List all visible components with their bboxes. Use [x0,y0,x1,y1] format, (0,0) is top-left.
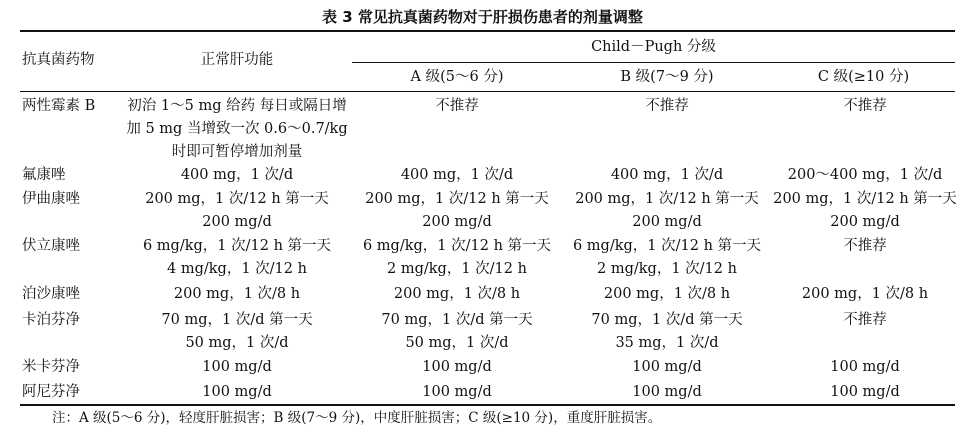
cell-drug: 伏立康唑 [22,238,80,254]
cell-line: 2 mg/kg，1 次/12 h [597,261,737,277]
cell-normal [112,95,362,164]
cell-line: 200 mg/d [202,214,272,230]
cell-drug: 阿尼芬净 [22,384,80,400]
cell-line: 200 mg/d [830,214,900,230]
cell-c [772,235,958,258]
cell-drug: 两性霉素 B [22,98,96,114]
cell-b [562,164,772,187]
cell-a [352,164,562,187]
cell-line: 4 mg/kg，1 次/12 h [167,261,307,277]
header-grade-c: C 级(≥10 分) [817,69,910,85]
cell-drug: 伊曲康唑 [22,191,80,207]
cell-normal [112,188,362,234]
cell-line: 100 mg/d [202,384,272,400]
table-title: 表 3 常见抗真菌药物对于肝损伤患者的剂量调整 [322,8,643,26]
cell-line: 100 mg/d [632,359,702,375]
cell-line: 100 mg/d [422,359,492,375]
cell-a [352,95,562,118]
cell-a [352,356,562,379]
cell-a [352,283,562,306]
cell-b [562,95,772,118]
cell-c [772,309,958,332]
cell-line: 200 mg，1 次/12 h 第一天 [145,191,329,207]
cell-normal [112,381,362,404]
cell-line: 加 5 mg 当增致一次 0.6～0.7/kg [126,121,348,137]
cell-c [772,283,958,306]
cell-line: 200 mg/d [422,214,492,230]
cell-line: 70 mg，1 次/d 第一天 [161,312,313,328]
bottom-rule [20,404,955,406]
cell-line: 400 mg，1 次/d [180,167,294,183]
cell-line: 70 mg，1 次/d 第一天 [381,312,533,328]
cell-b [562,381,772,404]
cell-line: 不推荐 [843,98,887,114]
cell-line: 35 mg，1 次/d [615,335,719,351]
cell-line: 6 mg/kg，1 次/12 h 第一天 [142,238,332,254]
cell-a [352,235,562,281]
cell-drug: 泊沙康唑 [22,286,80,302]
cell-line: 50 mg，1 次/d [405,335,509,351]
table-note: 注：A 级(5～6 分)，轻度肝脏损害；B 级(7～9 分)，中度肝脏损害；C 级(≥10 分)，重度肝脏损害。 [52,410,662,426]
cell-line: 200 mg/d [632,214,702,230]
cell-drug: 米卡芬净 [22,359,80,375]
cell-b [562,235,772,281]
cell-line: 100 mg/d [422,384,492,400]
cell-line: 400 mg，1 次/d [610,167,724,183]
cell-line: 不推荐 [843,238,887,254]
cell-c [772,188,958,234]
cell-b [562,309,772,355]
header-rule [20,91,955,92]
header-grade-a: A 级(5～6 分) [410,69,504,85]
top-rule [20,30,955,32]
cell-c [772,95,958,118]
cell-line: 100 mg/d [632,384,702,400]
cell-normal [112,356,362,379]
cell-line: 200 mg，1 次/8 h [801,286,929,302]
cell-normal [112,235,362,281]
cell-line: 6 mg/kg，1 次/12 h 第一天 [362,238,552,254]
cell-line: 200 mg，1 次/8 h [393,286,521,302]
cell-b [562,283,772,306]
cell-line: 100 mg/d [830,384,900,400]
header-child-pugh: Child－Pugh 分级 [591,39,716,55]
cell-line: 200 mg，1 次/8 h [603,286,731,302]
cell-line: 6 mg/kg，1 次/12 h 第一天 [572,238,762,254]
header-drug: 抗真菌药物 [22,52,95,68]
cell-c [772,381,958,404]
cell-line: 70 mg，1 次/d 第一天 [591,312,743,328]
cell-line: 200～400 mg，1 次/d [787,167,943,183]
cell-normal [112,283,362,306]
cell-line: 时即可暂停增加剂量 [171,144,303,160]
cell-c [772,356,958,379]
cell-line: 不推荐 [435,98,479,114]
cell-line: 200 mg，1 次/12 h 第一天 [773,191,957,207]
cell-normal [112,309,362,355]
cell-a [352,381,562,404]
cell-line: 400 mg，1 次/d [400,167,514,183]
cell-line: 200 mg，1 次/8 h [173,286,301,302]
header-grade-b: B 级(7～9 分) [620,69,714,85]
cell-drug: 氟康唑 [22,167,66,183]
cell-b [562,356,772,379]
cell-drug: 卡泊芬净 [22,312,80,328]
cell-line: 50 mg，1 次/d [185,335,289,351]
cell-line: 200 mg，1 次/12 h 第一天 [575,191,759,207]
header-normal: 正常肝功能 [200,52,274,68]
cell-line: 2 mg/kg，1 次/12 h [387,261,527,277]
cell-normal [112,164,362,187]
cell-line: 100 mg/d [202,359,272,375]
cell-line: 200 mg，1 次/12 h 第一天 [365,191,549,207]
cell-b [562,188,772,234]
cell-c [772,164,958,187]
cell-line: 不推荐 [645,98,689,114]
cell-line: 初治 1～5 mg 给药 每日或隔日增 [127,98,347,114]
cell-line: 不推荐 [843,312,887,328]
cell-a [352,188,562,234]
cell-a [352,309,562,355]
cell-line: 100 mg/d [830,359,900,375]
header-subrule [352,62,955,63]
